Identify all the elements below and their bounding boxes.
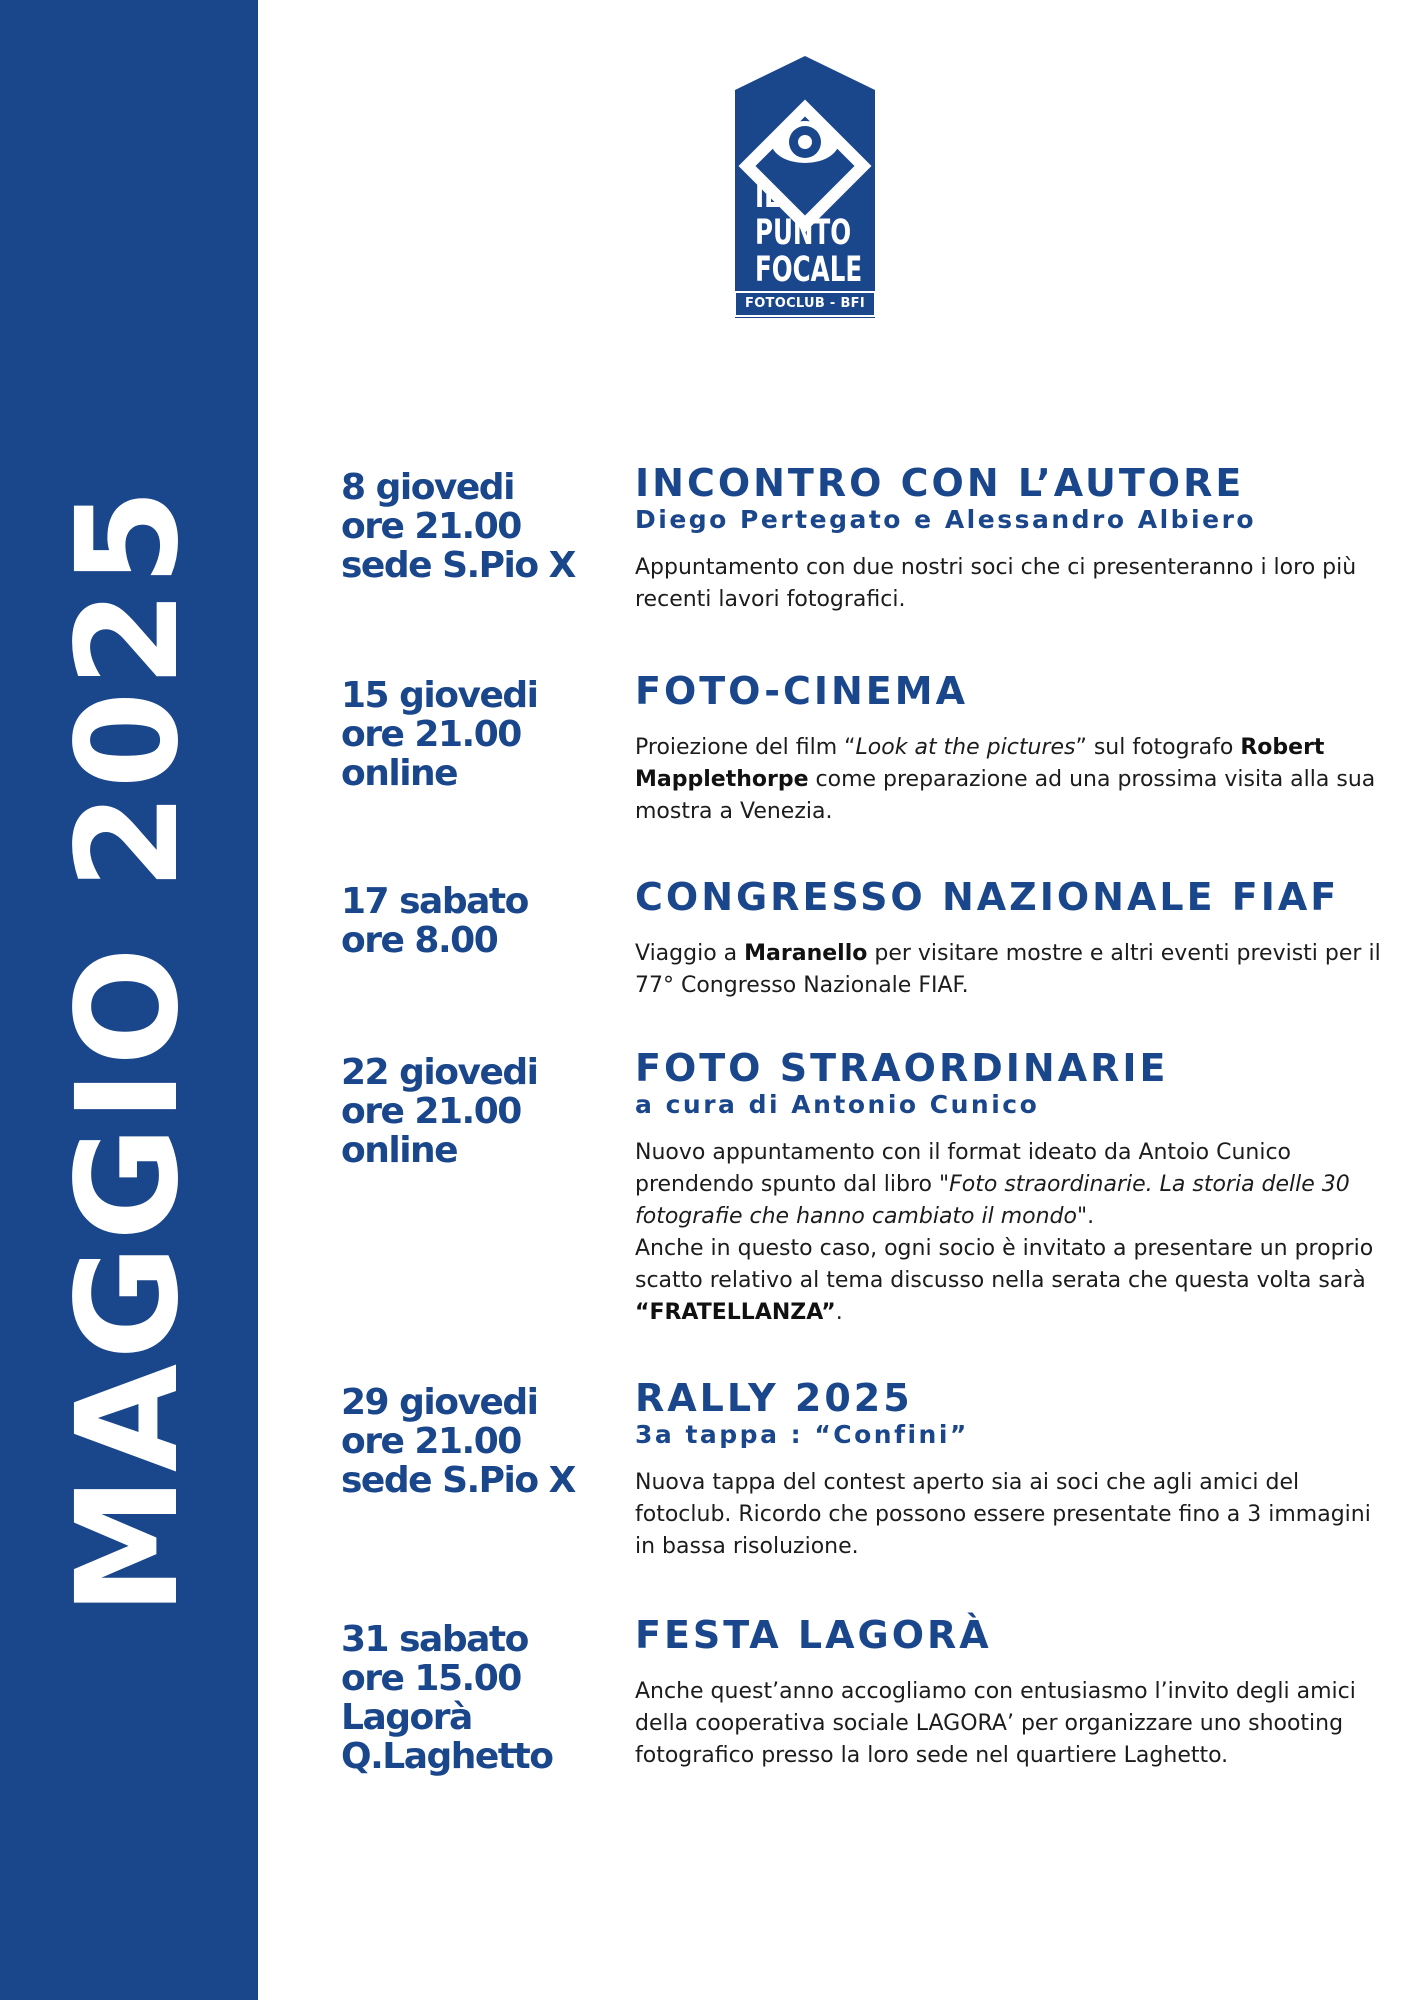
event-description-text: “FRATELLANZA” [635, 1300, 836, 1325]
event-title: FESTA LAGORÀ [635, 1613, 992, 1657]
sidebar-band [0, 0, 258, 2000]
event-content [635, 874, 1385, 1002]
event-description-text: Anche quest’anno accogliamo con entusiasmo l’invito degli amici della cooperativa sociale LAGORA’ per organizzare uno shooting fotografico presso la loro sede nel quartiere Laghetto. [635, 1679, 1356, 1768]
event-subtitle: a cura di Antonio Cunico [635, 1090, 1040, 1119]
month-title: MAGGIO 2025 [47, 484, 210, 1616]
event-description-text: Nuova tappa del contest aperto sia ai soci che agli amici del fotoclub. Ricordo che possono essere presentate fino a 3 immagini in bassa risoluzione. [635, 1470, 1371, 1559]
event-description [635, 552, 1385, 616]
event-date-line: sede S.Pio X [341, 545, 575, 586]
event-title: INCONTRO CON L’AUTORE [635, 461, 1245, 505]
event-description [635, 1467, 1385, 1563]
event-date-line: 29 giovedi [341, 1382, 538, 1423]
event-description [635, 1137, 1385, 1329]
event-description-text: Proiezione del film “ [635, 735, 856, 760]
event-subtitle: Diego Pertegato e Alessandro Albiero [635, 505, 1257, 534]
event-date [341, 676, 537, 793]
event-description [635, 1676, 1385, 1772]
event-date-line: 31 sabato [341, 1619, 528, 1660]
event-content [635, 1612, 1385, 1772]
event-description [635, 938, 1385, 1002]
event-content [635, 1375, 1385, 1563]
event-description-text: Foto straordinarie. La storia delle 30 fotografie che hanno cambiato il mondo [635, 1172, 1350, 1229]
event-description-text: ” sul fotografo [1075, 735, 1241, 760]
logo-line-3: FOCALE [755, 250, 863, 290]
event-date-line: ore 21.00 [341, 506, 521, 547]
event-title: FOTO-CINEMA [635, 669, 968, 713]
event-content [635, 668, 1385, 828]
club-logo [733, 56, 877, 318]
event-date-line: 17 sabato [341, 881, 528, 922]
event-description-text: Viaggio a [635, 941, 745, 966]
event-title: CONGRESSO NAZIONALE FIAF [635, 875, 1340, 919]
event-date-line: 15 giovedi [341, 675, 538, 716]
logo-line-2: PUNTO [755, 213, 852, 253]
event-date-line: ore 8.00 [341, 920, 498, 961]
event-date-line: ore 15.00 [341, 1658, 521, 1699]
event-description-text: Robert Mapplethorpe [635, 735, 1325, 792]
event-description-text: Look at the pictures [855, 735, 1076, 760]
event-date [341, 882, 528, 960]
event-description-text: Anche in questo caso, ogni socio è invitato a presentare un proprio scatto relativo al tema discusso nella serata che questa volta sarà [635, 1236, 1374, 1293]
event-date-line: 8 giovedi [341, 467, 514, 508]
event-description [635, 732, 1385, 828]
event-date-line: Lagorà [341, 1697, 472, 1738]
event-date [341, 468, 575, 585]
event-title: FOTO STRAORDINARIE [635, 1046, 1169, 1090]
event-date-line: ore 21.00 [341, 1091, 521, 1132]
event-date [341, 1620, 552, 1776]
event-description-text: . [835, 1300, 843, 1325]
event-description-text: come preparazione ad una prossima visita alla sua mostra a Venezia. [635, 767, 1376, 824]
event-description-text: Nuovo appuntamento con il format ideato da Antoio Cunico prendendo spunto dal libro " [635, 1140, 1292, 1197]
event-title: RALLY 2025 [635, 1376, 913, 1420]
event-description-text: per visitare mostre e altri eventi previsti per il 77° Congresso Nazionale FIAF. [635, 941, 1381, 998]
event-date [341, 1053, 537, 1170]
event-content [635, 1045, 1385, 1329]
event-description-text: ". [1076, 1204, 1095, 1229]
logo-subtitle: FOTOCLUB - BFI [745, 296, 865, 311]
event-date-line: ore 21.00 [341, 714, 521, 755]
event-date-line: online [341, 753, 458, 794]
event-content [635, 460, 1385, 616]
event-subtitle: 3a tappa : “Confini” [635, 1420, 969, 1449]
event-date-line: ore 21.00 [341, 1421, 521, 1462]
event-date-line: 22 giovedi [341, 1052, 538, 1093]
event-date-line: online [341, 1130, 458, 1171]
event-date [341, 1383, 575, 1500]
event-date-line: Q.Laghetto [341, 1736, 553, 1777]
event-description-text: Appuntamento con due nostri soci che ci presenteranno i loro più recenti lavori fotografici. [635, 555, 1357, 612]
logo-line-1: IL [755, 176, 780, 216]
event-date-line: sede S.Pio X [341, 1460, 575, 1501]
event-description-text: Maranello [744, 941, 868, 966]
